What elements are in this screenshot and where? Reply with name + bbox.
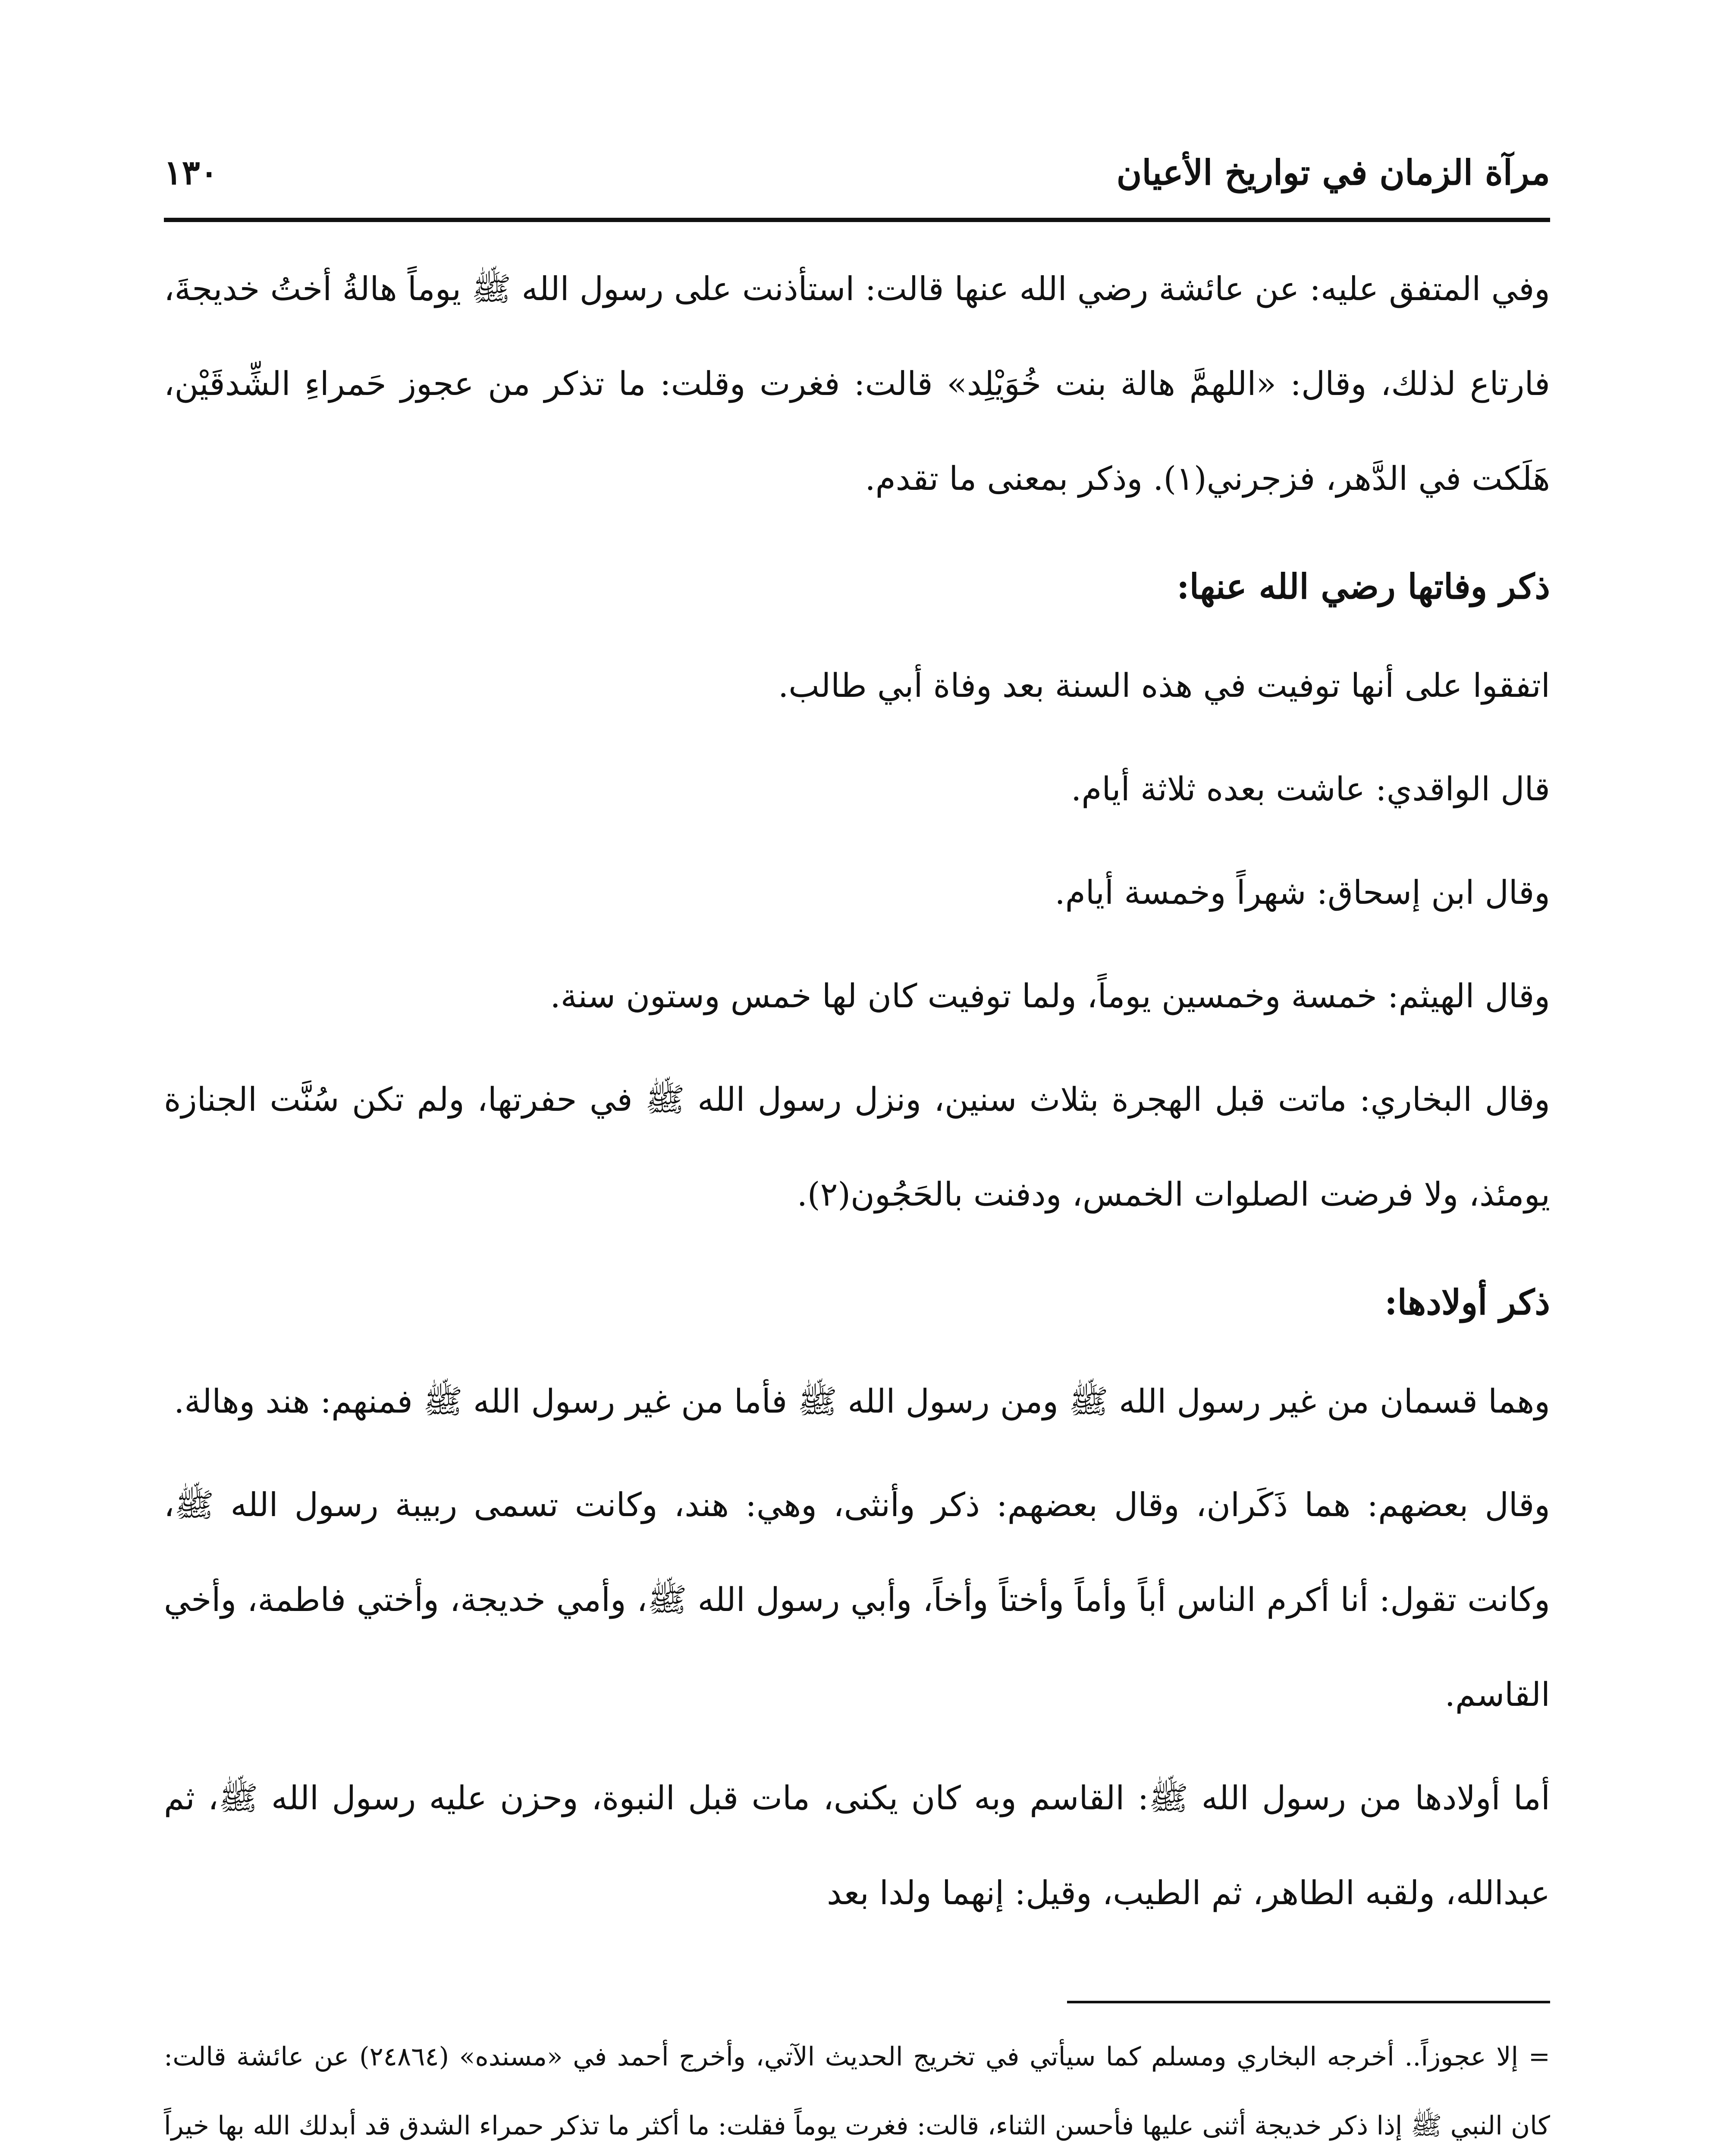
running-header bbox=[164, 142, 1550, 203]
main-text bbox=[164, 241, 1550, 1949]
paragraph-aisha-hadith: وفي المتفق عليه: عن عائشة رضي الله عنها قالت: استأذنت على رسول الله ﷺ يوماً هالةُ أختُ خديجةَ، فارتاع لذلك، وقال: «اللهمَّ هالة بنت خُوَيْلِد» قالت: فغرت وقلت: ما تذكر من عجوز حَمراءِ الشِّدقَيْن، هَلَكت في الدَّهر، فزجرني(١). وذكر بمعنى ما تقدم. bbox=[164, 270, 1550, 498]
page-number: ١٣٠ bbox=[164, 153, 218, 192]
header-rule bbox=[164, 218, 1550, 222]
paragraph-bukhari: وقال البخاري: ماتت قبل الهجرة بثلاث سنين، ونزل رسول الله ﷺ في حفرتها، ولم تكن سُنَّت الجنازة يومئذ، ولا فرضت الصلوات الخمس، ودفنت بالحَجُون(٢). bbox=[164, 1080, 1550, 1213]
paragraph-waqidi: قال الواقدي: عاشت بعده ثلاثة أيام. bbox=[1071, 770, 1550, 808]
heading-her-death: ذكر وفاتها رضي الله عنها: bbox=[1177, 566, 1550, 607]
paragraph-hind: وقال بعضهم: هما ذَكَران، وقال بعضهم: ذكر وأنثى، وهي: هند، وكانت تسمى ربيبة رسول الله ﷺ، وكانت تقول: أنا أكرم الناس أباً وأماً وأختاً وأخاً، وأبي رسول الله ﷺ، وأمي خديجة، وأختي فاطمة، وأخي القاسم. bbox=[164, 1485, 1550, 1714]
paragraph-two-groups: وهما قسمان من غير رسول الله ﷺ ومن رسول الله ﷺ فأما من غير رسول الله ﷺ فمنهم: هند وهالة. bbox=[174, 1382, 1550, 1420]
paragraph-haytham: وقال الهيثم: خمسة وخمسين يوماً، ولما توفيت كان لها خمس وستون سنة. bbox=[550, 977, 1550, 1015]
footnotes bbox=[164, 2022, 1550, 2156]
footnote-rule bbox=[1067, 2001, 1550, 2003]
heading-her-children: ذكر أولادها: bbox=[1384, 1282, 1550, 1322]
book-title: مرآة الزمان في تواريخ الأعيان bbox=[1116, 152, 1550, 193]
footnote-continuation: = إلا عجوزاً.. أخرجه البخاري ومسلم كما سيأتي في تخريج الحديث الآتي، وأخرج أحمد في «مسنده» (٢٤٨٦٤) عن عائشة قالت: كان النبي ﷺ إذا ذكر خديجة أثنى عليها فأحسن الثناء، قالت: فغرت يوماً فقلت: ما أكثر ما تذكر حمراء الشدق قد أبدلك الله بها خيراً bbox=[164, 2042, 1550, 2141]
paragraph-ibn-ishaq: وقال ابن إسحاق: شهراً وخمسة أيام. bbox=[1055, 873, 1550, 912]
paragraph-death-year: اتفقوا على أنها توفيت في هذه السنة بعد وفاة أبي طالب. bbox=[778, 666, 1550, 705]
paragraph-children-of-prophet: أما أولادها من رسول الله ﷺ: القاسم وبه كان يكنى، مات قبل النبوة، وحزن عليه رسول الله ﷺ، ثم عبدالله، ولقبه الطاهر، ثم الطيب، وقيل: إنهما ولدا بعد bbox=[164, 1779, 1550, 1912]
